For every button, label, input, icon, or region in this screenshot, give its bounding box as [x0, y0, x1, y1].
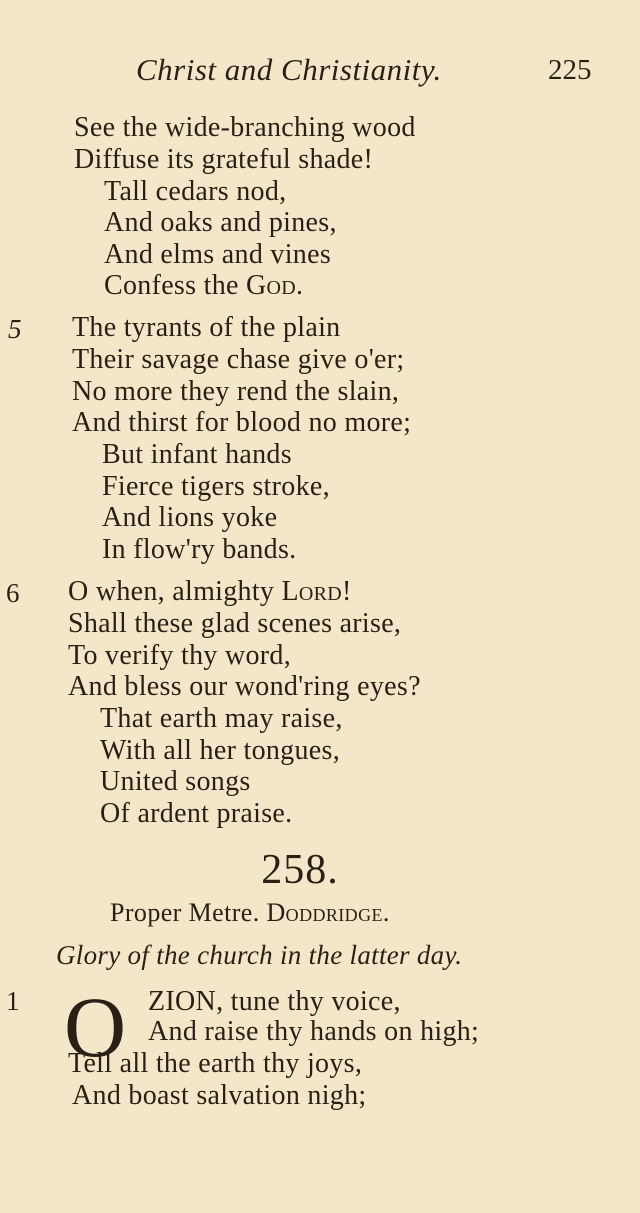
- verse-line: Tall cedars nod,: [104, 176, 287, 207]
- verse-line: Their savage chase give o'er;: [72, 344, 405, 375]
- verse-line: And raise thy hands on high;: [148, 1016, 480, 1047]
- verse-line: See the wide-branching wood: [74, 112, 416, 143]
- verse-line: Diffuse its grateful shade!: [74, 144, 374, 175]
- hymn-author: Doddridge.: [266, 898, 390, 927]
- verse-line: No more they rend the slain,: [72, 376, 400, 407]
- verse-line: United songs: [100, 766, 251, 797]
- verse-line: To verify thy word,: [68, 640, 292, 671]
- divine-name: God.: [246, 270, 304, 301]
- verse-line: And boast salvation nigh;: [72, 1080, 367, 1111]
- verse-text: O when, almighty: [68, 576, 282, 607]
- running-header: Christ and Christianity.: [136, 52, 442, 87]
- verse-line: [68, 576, 352, 608]
- verse-line: And oaks and pines,: [104, 207, 337, 238]
- verse-line: Shall these glad scenes arise,: [68, 608, 402, 639]
- hymn-number: 258.: [261, 847, 339, 893]
- verse-line: Tell all the earth thy joys,: [68, 1048, 363, 1079]
- verse-line: ZION, tune thy voice,: [148, 986, 401, 1017]
- divine-name: Lord!: [281, 576, 352, 607]
- stanza-number: 5: [8, 314, 22, 344]
- verse-line: But infant hands: [102, 439, 292, 470]
- verse-text: Confess the: [104, 270, 247, 301]
- verse-line: [104, 270, 303, 302]
- hymn-subtitle: Glory of the church in the latter day.: [56, 940, 463, 970]
- drop-cap: O: [64, 979, 127, 1075]
- verse-line: And lions yoke: [102, 502, 278, 533]
- page-number: 225: [548, 54, 592, 86]
- verse-line: In flow'ry bands.: [102, 534, 297, 565]
- verse-line: Fierce tigers stroke,: [102, 471, 330, 502]
- verse-line: That earth may raise,: [100, 703, 343, 734]
- stanza-number: 1: [6, 986, 20, 1016]
- verse-line: And thirst for blood no more;: [72, 407, 412, 438]
- verse-line: Of ardent praise.: [100, 798, 293, 829]
- verse-line: And bless our wond'ring eyes?: [68, 671, 421, 702]
- verse-line: With all her tongues,: [100, 735, 341, 766]
- meter-text: Proper Metre.: [110, 898, 267, 927]
- verse-line: And elms and vines: [104, 239, 332, 270]
- stanza-number: 6: [6, 578, 20, 608]
- verse-line: The tyrants of the plain: [72, 312, 341, 343]
- hymn-meter: [110, 898, 390, 928]
